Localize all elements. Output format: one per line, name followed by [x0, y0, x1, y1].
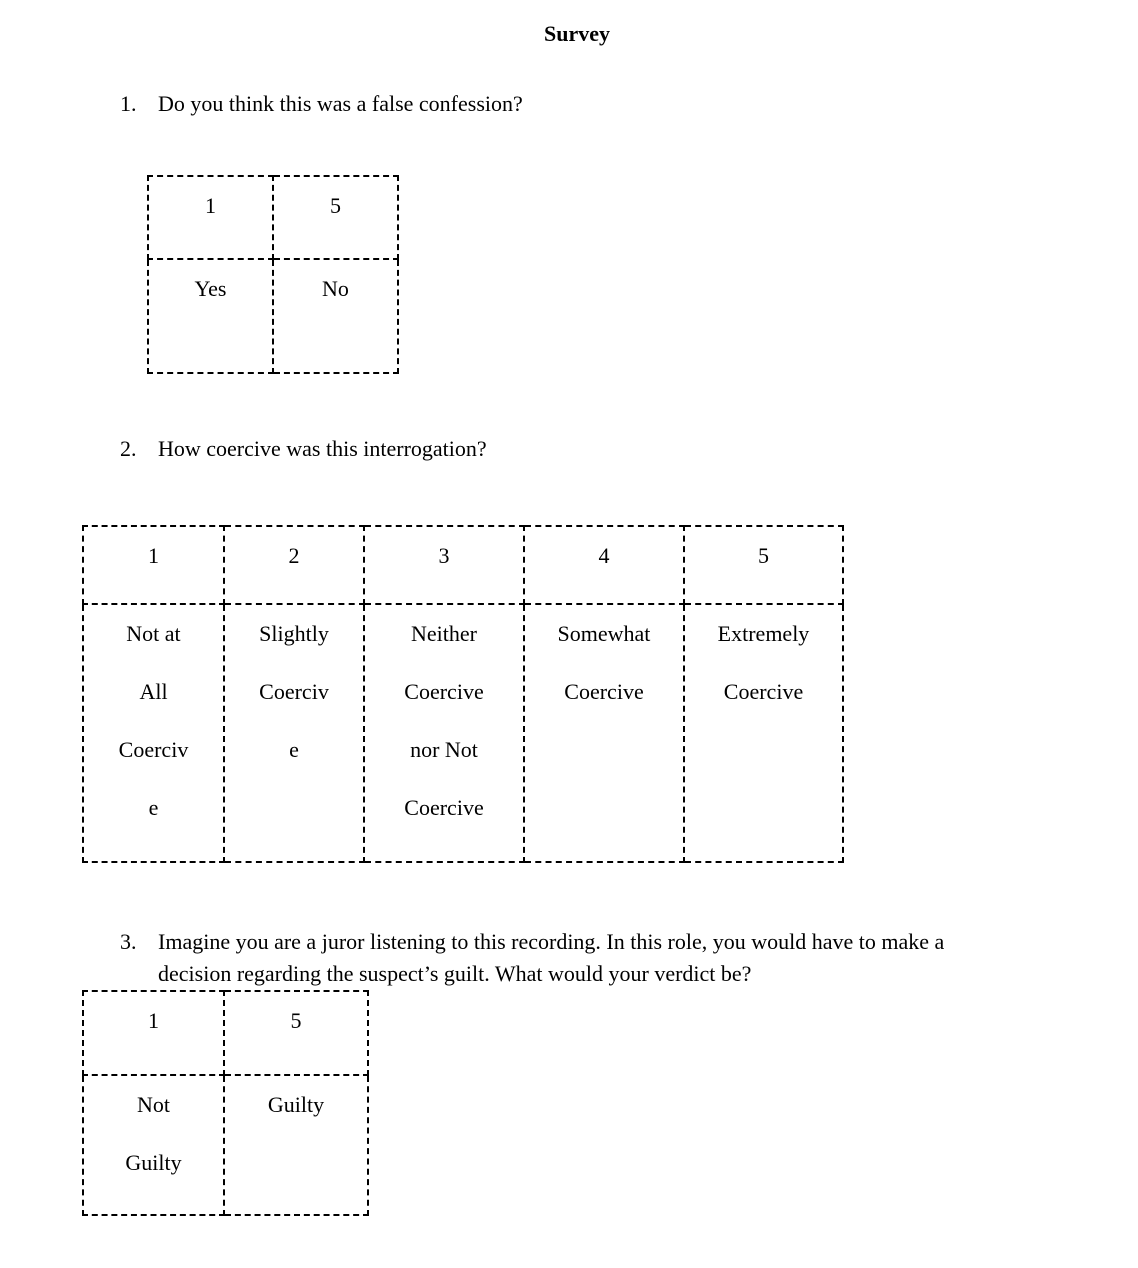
q2-label-somewhat-coercive: Somewhat Coercive [524, 604, 684, 862]
table-row [148, 259, 398, 373]
question-2 [120, 433, 1076, 465]
q2-label-neither-coercive-nor-not-coercive: Neither Coercive nor Not Coercive [364, 604, 524, 862]
q1-label-yes: Yes [148, 259, 273, 373]
q2-label-extremely-coercive: Extremely Coercive [684, 604, 843, 862]
question-2-number: 2. [120, 436, 137, 461]
question-3-text: Imagine you are a juror listening to this recording. In this role, you would have to make a decision regarding the suspect’s guilt. What would your verdict be? [158, 929, 945, 986]
q1-scale-value-1: 1 [148, 176, 273, 259]
q2-label-slightly-coercive: Slightly Coerciv e [224, 604, 364, 862]
table-row [83, 1075, 368, 1215]
q2-label-not-at-all-coercive: Not at All Coerciv e [83, 604, 224, 862]
table-row [83, 526, 843, 604]
q2-scale-value-2: 2 [224, 526, 364, 604]
q3-verdict-table [82, 990, 369, 1216]
q1-answer-table [147, 175, 399, 374]
q2-scale-value-3: 3 [364, 526, 524, 604]
table-row [83, 604, 843, 862]
table-row [148, 176, 398, 259]
question-1-text: Do you think this was a false confession? [158, 91, 523, 116]
question-2-text: How coercive was this interrogation? [158, 436, 487, 461]
q3-label-guilty: Guilty [224, 1075, 368, 1215]
q2-scale-value-5: 5 [684, 526, 843, 604]
question-1 [120, 88, 1076, 120]
q3-label-not-guilty: Not Guilty [83, 1075, 224, 1215]
q1-label-no: No [273, 259, 398, 373]
table-row [83, 991, 368, 1075]
q2-scale-value-4: 4 [524, 526, 684, 604]
question-3 [120, 926, 1076, 990]
q1-scale-value-5: 5 [273, 176, 398, 259]
q2-scale-value-1: 1 [83, 526, 224, 604]
page-title: Survey [544, 21, 610, 46]
question-1-number: 1. [120, 91, 137, 116]
q2-scale-table [82, 525, 844, 863]
question-3-number: 3. [120, 929, 137, 954]
q3-scale-value-1: 1 [83, 991, 224, 1075]
q3-scale-value-5: 5 [224, 991, 368, 1075]
